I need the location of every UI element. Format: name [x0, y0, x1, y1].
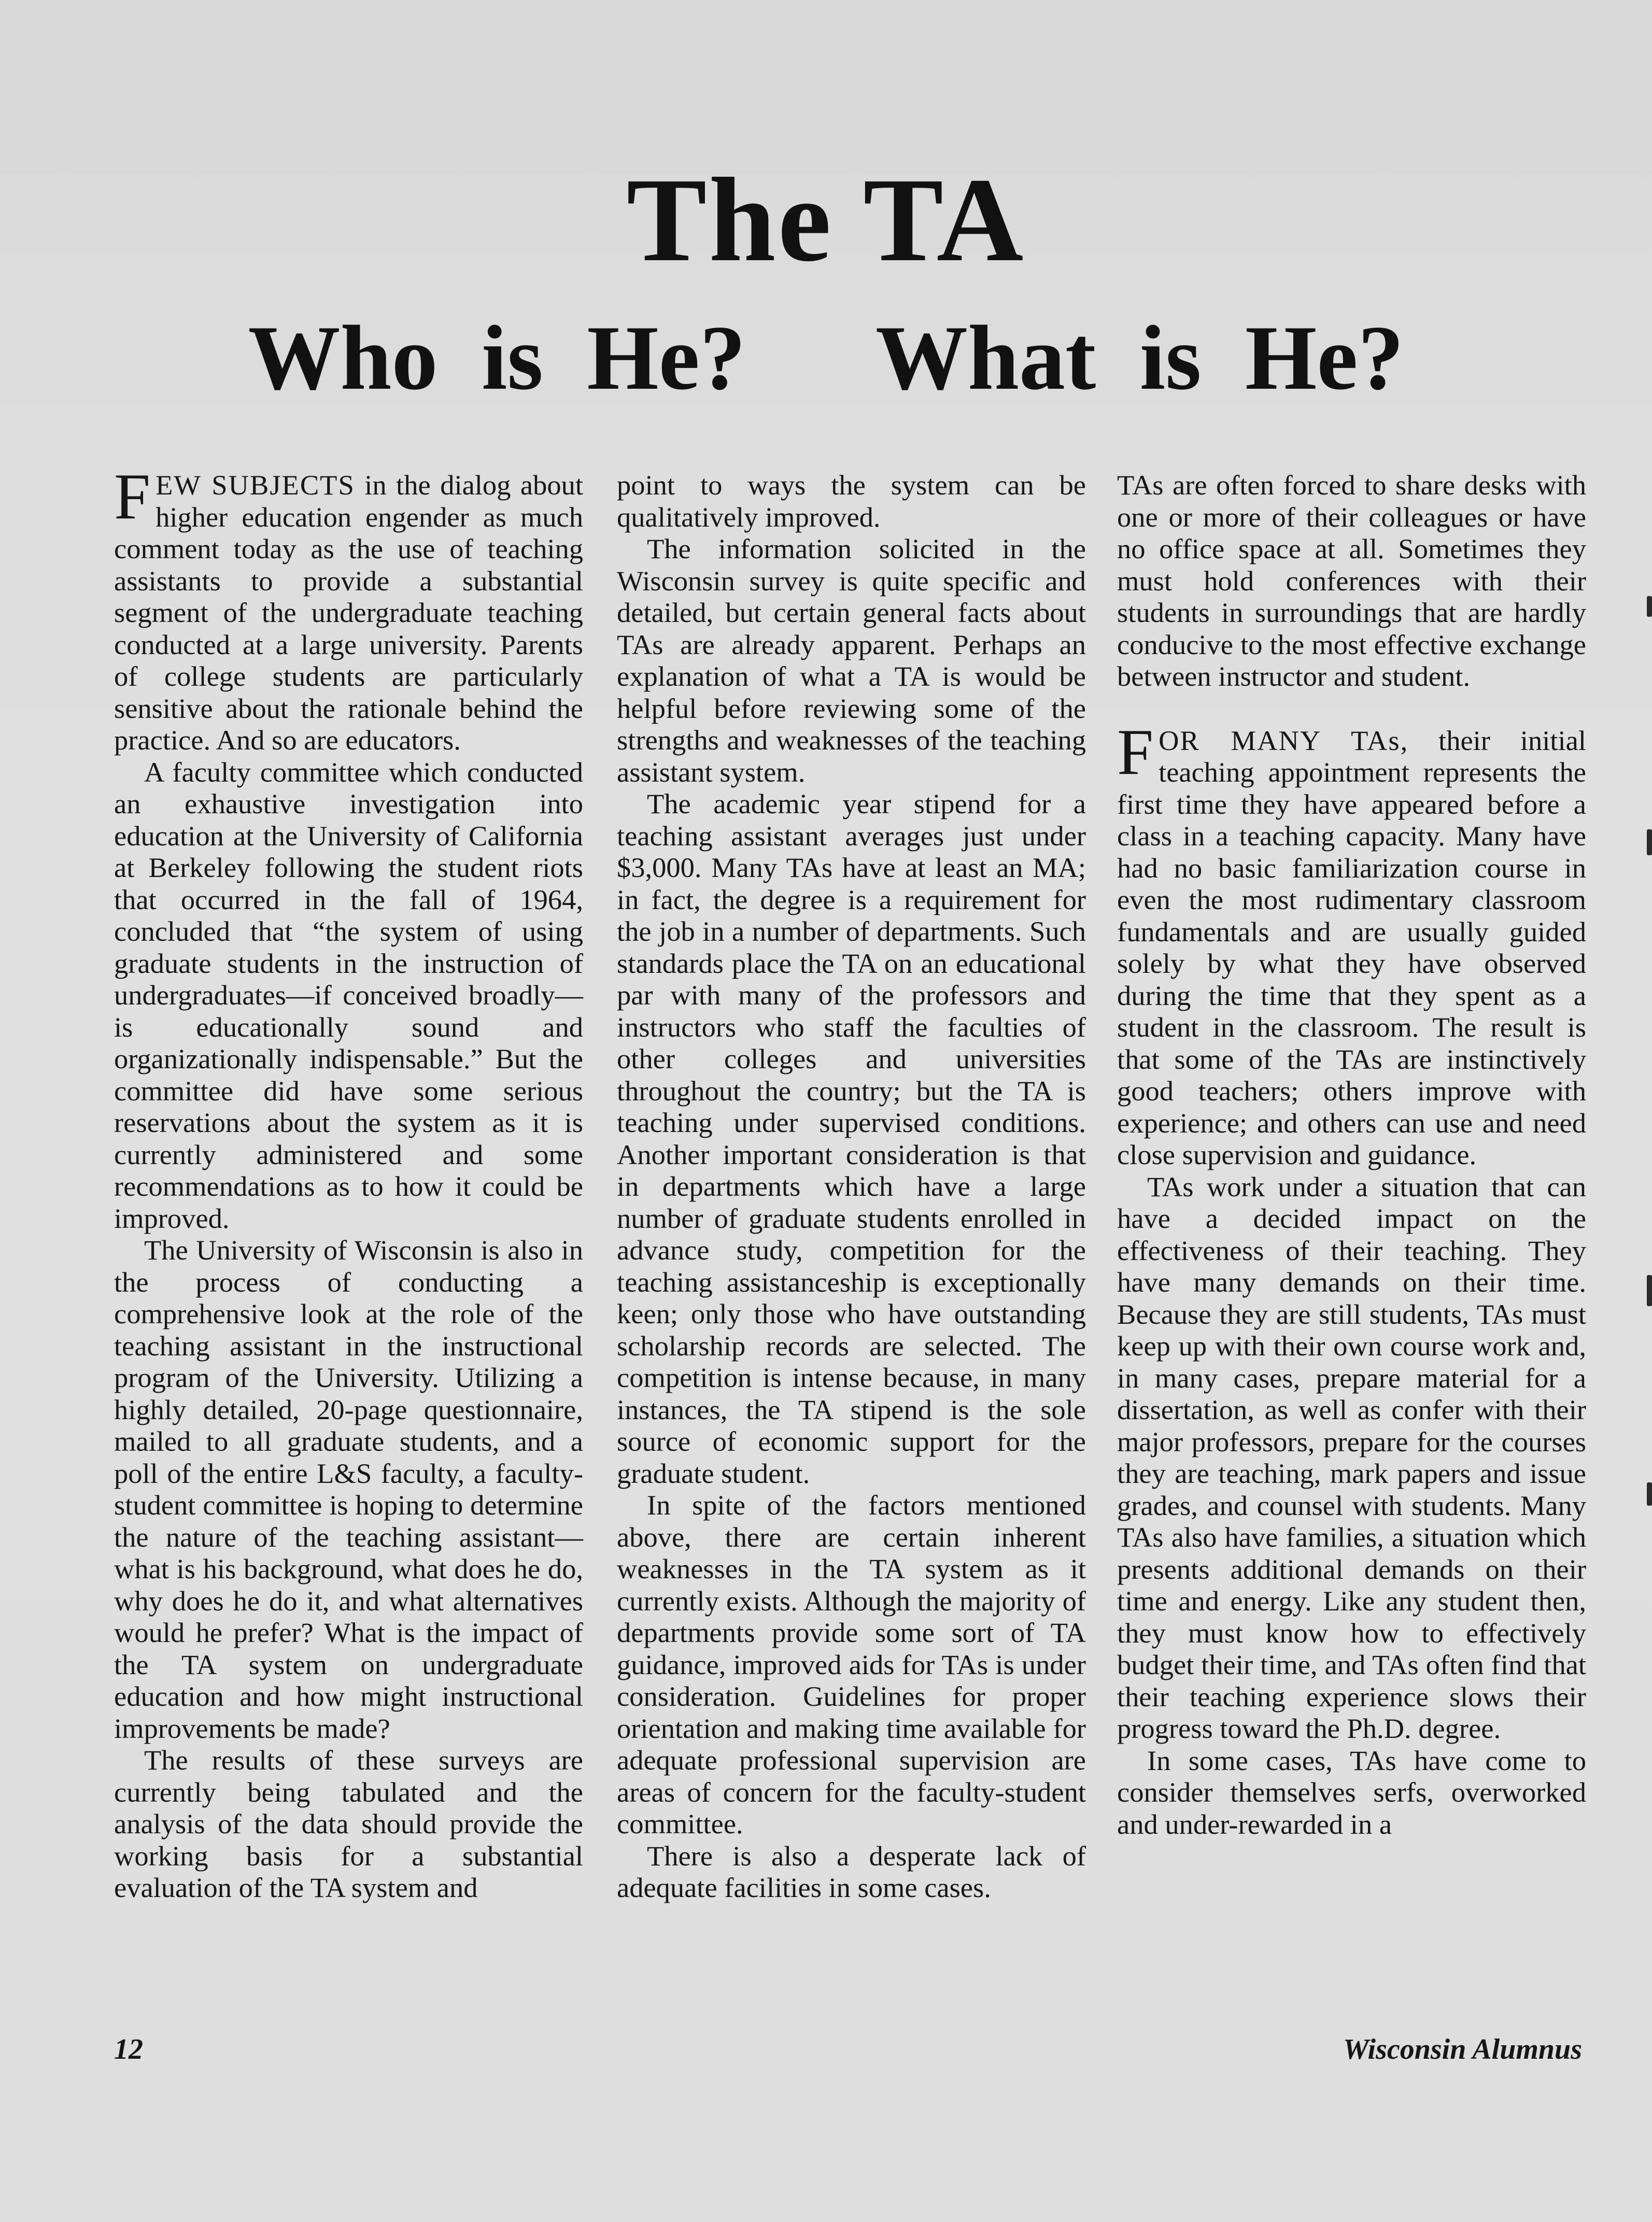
- scan-edge-mark: [1647, 1482, 1652, 1506]
- lead-in: OR MANY TAs,: [1159, 724, 1409, 756]
- paragraph: point to ways the system can be qualitatively improved.: [617, 469, 1086, 533]
- scan-edge-mark: [1647, 1275, 1652, 1306]
- paragraph: In spite of the factors mentioned above, there are certain inherent weaknesses in the TA system as it currently exists. Although the majority of departments provide some sort of TA guidance, improved aids for TAs is under consideration. Guidelines for proper orientation and making time available for adequate professional supervision are areas of concern for the faculty-student committee.: [617, 1489, 1086, 1839]
- drop-cap: F: [114, 461, 151, 533]
- scan-edge-mark: [1647, 596, 1652, 617]
- paragraph-text: in the dialog about higher education engender as much comment today as the use of teaching assistants to provide a substantial segment of the undergraduate teaching conducted at a large university. Parents of college students are particularly sensitive about the rationale behind the practice. And so are educators.: [114, 469, 583, 756]
- section-break: [1117, 692, 1586, 725]
- article-title: The TA: [626, 153, 1026, 287]
- paragraph: TAs are often forced to share desks with one or more of their colleagues or have no office space at all. Sometimes they must hold conferences with their students in surroundings that are hardly conducive to the most effective exchange between instructor and student.: [1117, 469, 1586, 692]
- paragraph: The results of these surveys are currently being tabulated and the analysis of the data should provide the working basis for a substantial evaluation of the TA system and: [114, 1744, 583, 1903]
- paragraph: [1117, 716, 1586, 1171]
- paragraph: The academic year stipend for a teaching assistant averages just under $3,000. Many TAs have at least an MA; in fact, the degree is a requirement for the job in a number of departments. Such standards place the TA on an educational par with many of the professors and instructors who staff the faculties of other colleges and universities throughout the country; but the TA is teaching under supervised conditions. Another important consideration is that in departments which have a large number of graduate students enrolled in advance study, competition for the teaching assistanceship is exceptionally keen; only those who have outstanding scholarship records are selected. The competition is intense because, in many instances, the TA stipend is the sole source of economic support for the graduate student.: [617, 788, 1086, 1489]
- paragraph: The University of Wisconsin is also in the process of conducting a comprehensive look at the role of the teaching assistant in the instructional program of the University. Utilizing a highly detailed, 20-page questionnaire, mailed to all graduate students, and a poll of the entire L&S faculty, a faculty-student committee is hoping to determine the nature of the teaching assistant—what is his background, what does he do, why does he do it, and what alternatives would he prefer? What is the impact of the TA system on undergraduate education and how might instructional improvements be made?: [114, 1234, 583, 1744]
- paragraph-text: their initial teaching appointment represents the first time they have appeared before a class in a teaching capacity. Many have had no basic familiarization course in even the most rudimentary classroom fundamentals and are usually guided solely by what they have observed during the time that they spent as a student in the classroom. The result is that some of the TAs are instinctively good teachers; others improve with experience; and others can use and need close supervision and guidance.: [1117, 724, 1586, 1170]
- drop-cap: F: [1117, 716, 1154, 788]
- paragraph: [114, 461, 583, 756]
- column-2: [617, 469, 1086, 1904]
- paragraph: In some cases, TAs have come to consider themselves serfs, overworked and under-rewarded in a: [1117, 1744, 1586, 1840]
- paragraph: TAs work under a situation that can have a decided impact on the effectiveness of their teaching. They have many demands on their time. Because they are still students, TAs must keep up with their own course work and, in many cases, prepare material for a dissertation, as well as confer with their major professors, prepare for the courses they are teaching, mark papers and issue grades, and counsel with students. Many TAs also have families, a situation which presents additional demands on their time and energy. Like any student then, they must know how to effectively budget their time, and TAs often find that their teaching experience slows their progress toward the Ph.D. degree.: [1117, 1170, 1586, 1744]
- paragraph: The information solicited in the Wisconsin survey is quite specific and detailed, but certain general facts about TAs are already apparent. Perhaps an explanation of what a TA is would be helpful before reviewing some of the strengths and weaknesses of the teaching assistant system.: [617, 533, 1086, 788]
- lead-in: EW SUBJECTS: [156, 469, 355, 501]
- column-3: [1117, 469, 1586, 1840]
- paragraph: There is also a desperate lack of adequate facilities in some cases.: [617, 1839, 1086, 1903]
- scan-edge-mark: [1647, 829, 1652, 855]
- article-subtitle: Who is He? What is He?: [248, 306, 1404, 409]
- paragraph: A faculty committee which conducted an exhaustive investigation into education at the University of California at Berkeley following the student riots that occurred in the fall of 1964, concluded that “the system of using graduate students in the instruction of undergraduates—if conceived broadly—is educationally sound and organizationally indispensable.” But the committee did have some serious reservations about the system as it is currently administered and some recommendations as to how it could be improved.: [114, 756, 583, 1234]
- column-1: [114, 461, 583, 1904]
- page-number: 12: [114, 2033, 143, 2065]
- publication-name: Wisconsin Alumnus: [1343, 2033, 1582, 2065]
